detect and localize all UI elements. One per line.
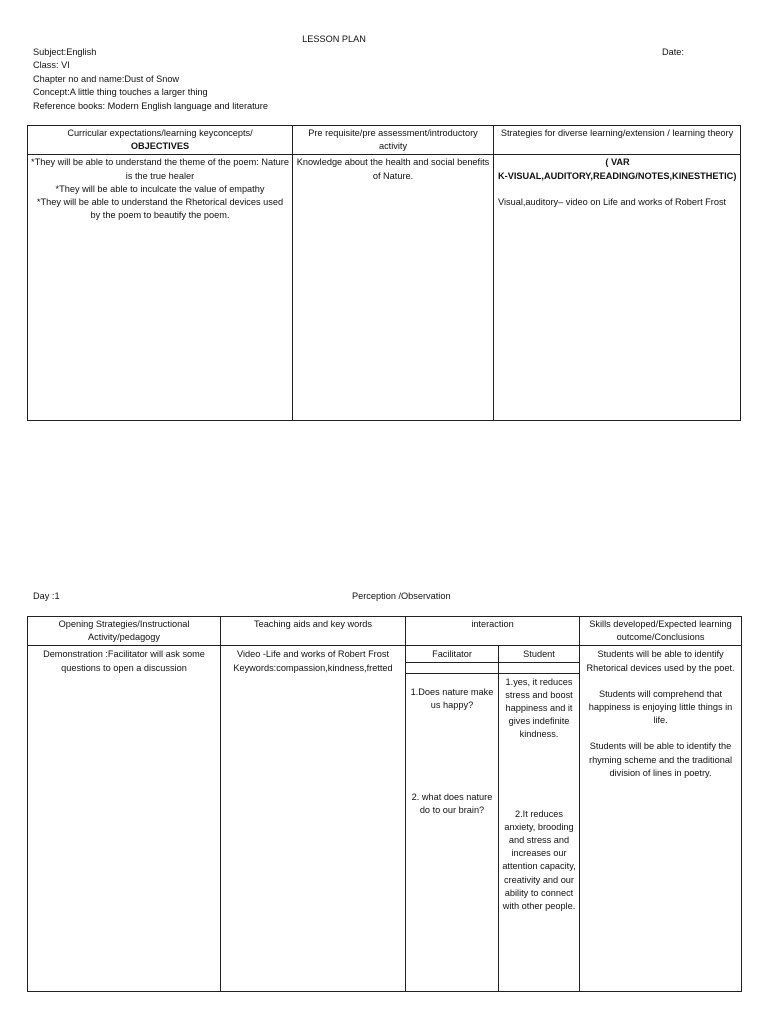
- keywords-text: Keywords:compassion,kindness,fretted: [233, 662, 393, 673]
- facilitator-label: Facilitator: [406, 646, 499, 662]
- demonstration-cell: Demonstration :Facilitator will ask some questions to open a discussion: [28, 646, 221, 991]
- question-item: 1.Does nature make us happy?: [410, 686, 494, 710]
- prerequisite-cell: Knowledge about the health and social benefits of Nature.: [293, 155, 494, 421]
- class-line: Class: VI: [33, 60, 70, 71]
- answer-item: 1.yes, it reduces stress and boost happiness and it gives indefinite kindness.: [505, 676, 573, 740]
- page-title: LESSON PLAN: [302, 34, 366, 44]
- strategy-modes: K-VISUAL,AUDITORY,READING/NOTES,KINESTHETIC): [498, 170, 737, 181]
- outcome-item: Students will comprehend that happiness is enjoying little things in life.: [588, 688, 733, 726]
- lesson-header: [33, 46, 268, 113]
- outcome-item: Students will be able to identify Rhetorical devices used by the poet.: [586, 649, 735, 673]
- chapter-line: Chapter no and name:Dust of Snow: [33, 73, 180, 84]
- objectives-table: [27, 125, 741, 421]
- objectives-header-text: Curricular expectations/learning keyconcepts/: [67, 128, 253, 138]
- strategies-header: Strategies for diverse learning/extension / learning theory: [494, 126, 741, 155]
- facilitator-empty-cell: [406, 662, 499, 673]
- objective-item: *They will be able to understand the theme of the poem: Nature is the true healer: [31, 157, 289, 181]
- objective-item: *They will be able to understand the Rhetorical devices used by the poem to beautify the poem.: [36, 197, 284, 221]
- strategy-var: ( VAR: [605, 157, 630, 168]
- question-item: 2. what does nature do to our brain?: [411, 792, 493, 816]
- teaching-aid-text: Video -Life and works of Robert Frost: [236, 649, 389, 660]
- concept-line: Concept:A little thing touches a larger thing: [33, 87, 208, 98]
- prerequisite-header: Pre requisite/pre assessment/introductory activity: [293, 126, 494, 155]
- objective-item: *They will be able to inculcate the value of empathy: [55, 183, 265, 194]
- teaching-aids-cell: [221, 646, 406, 991]
- student-empty-cell: [499, 662, 580, 673]
- interaction-header: interaction: [406, 617, 580, 646]
- skills-header: Skills developed/Expected learning outcome/Conclusions: [580, 617, 742, 646]
- student-label: Student: [499, 646, 580, 662]
- facilitator-questions-cell: [406, 673, 499, 991]
- opening-strategies-header: Opening Strategies/Instructional Activity/pedagogy: [28, 617, 221, 646]
- subject-line: Subject:English: [33, 47, 97, 57]
- date-label: Date:: [662, 47, 684, 57]
- student-answers-cell: [499, 673, 580, 991]
- answer-item: 2.It reduces anxiety, brooding and stress and increases our attention capacity, creativity and our ability to connect with other people.: [502, 808, 576, 912]
- teaching-aids-header: Teaching aids and key words: [221, 617, 406, 646]
- reference-line: Reference books: Modern English language and literature: [33, 100, 268, 111]
- perception-label: Perception /Observation: [352, 591, 451, 601]
- objectives-cell: [28, 155, 293, 421]
- objectives-header-cell: [28, 126, 293, 155]
- strategies-cell: [494, 155, 741, 421]
- day-label: Day :1: [33, 591, 60, 601]
- outcome-item: Students will be able to identify the rhyming scheme and the traditional division of lines in poetry.: [589, 741, 733, 778]
- objectives-header-bold: OBJECTIVES: [130, 141, 190, 152]
- strategy-detail: Visual,auditory– video on Life and works of Robert Frost: [498, 196, 727, 207]
- activity-table: [27, 616, 742, 992]
- outcomes-cell: [580, 646, 742, 991]
